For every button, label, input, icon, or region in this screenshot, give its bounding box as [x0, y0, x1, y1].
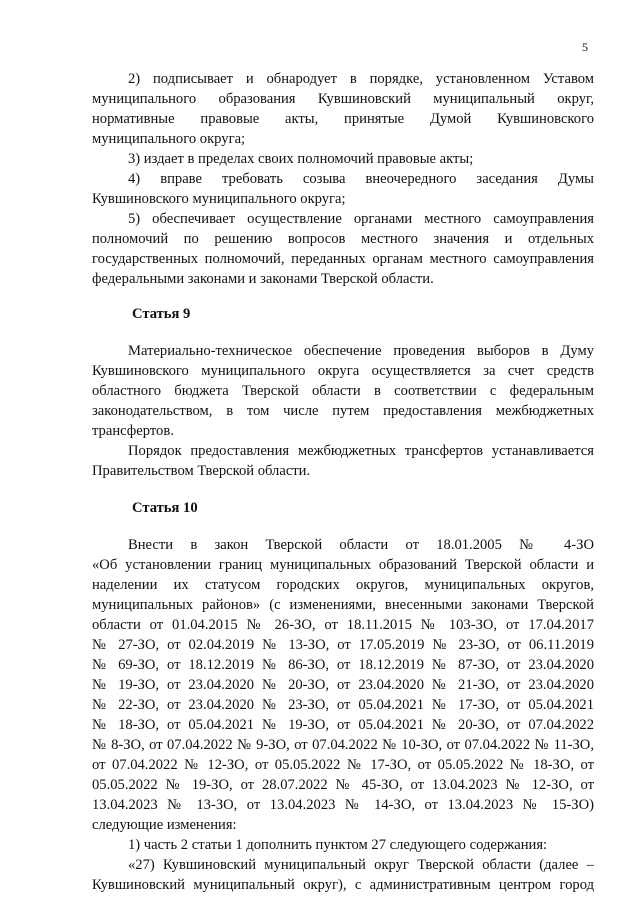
body-line: областного бюджета Тверской области в соответствии с федеральным — [92, 383, 594, 399]
body-line: 4) вправе требовать созыва внеочередного заседания Думы — [128, 171, 594, 187]
body-line: № 27-ЗО, от 02.04.2019 № 13-ЗО, от 17.05.2019 № 23-ЗО, от 06.11.2019 — [92, 637, 594, 653]
body-line: «Об установлении границ муниципальных образований Тверской области и — [92, 557, 594, 573]
body-line: наделении их статусом городских округов, муниципальных округов, — [92, 577, 594, 593]
body-line: муниципального образования Кувшиновский муниципальный округ, — [92, 91, 594, 107]
body-line: Внести в закон Тверской области от 18.01.2005 № 4-ЗО — [128, 537, 594, 553]
body-line: следующие изменения: — [92, 817, 237, 833]
body-line: Кувшиновский муниципальный округ), с административным центром город — [92, 877, 594, 893]
body-line: Порядок предоставления межбюджетных трансфертов устанавливается — [128, 443, 594, 459]
body-line: «27) Кувшиновский муниципальный округ Тверской области (далее – — [128, 857, 594, 873]
body-line: Правительством Тверской области. — [92, 463, 311, 479]
body-line: трансфертов. — [92, 423, 174, 439]
body-line: муниципального округа; — [92, 131, 246, 147]
body-line: области от 01.04.2015 № 26-ЗО, от 18.11.2015 № 103-ЗО, от 17.04.2017 — [92, 617, 594, 633]
page-number: 5 — [582, 40, 588, 54]
body-line: полномочий по решению вопросов местного значения и отдельных — [92, 231, 594, 247]
body-line: № 18-ЗО, от 05.04.2021 № 19-ЗО, от 05.04.2021 № 20-ЗО, от 07.04.2022 — [92, 717, 594, 733]
body-line: нормативные правовые акты, принятые Думой Кувшиновского — [92, 111, 594, 127]
body-line: 1) часть 2 статьи 1 дополнить пунктом 27 следующего содержания: — [128, 837, 548, 853]
body-line: 3) издает в пределах своих полномочий правовые акты; — [128, 151, 474, 167]
body-line: 05.05.2022 № 19-ЗО, от 28.07.2022 № 45-ЗО, от 13.04.2023 № 12-ЗО, от — [92, 777, 594, 793]
body-line: 5) обеспечивает осуществление органами местного самоуправления — [128, 211, 594, 227]
body-line: № 19-ЗО, от 23.04.2020 № 20-ЗО, от 23.04.2020 № 21-ЗО, от 23.04.2020 — [92, 677, 594, 693]
body-line: № 22-ЗО, от 23.04.2020 № 23-ЗО, от 05.04.2021 № 17-ЗО, от 05.04.2021 — [92, 697, 594, 713]
body-line: федеральными законами и законами Тверской области. — [92, 271, 434, 287]
body-line: государственных полномочий, переданных органам местного самоуправления — [92, 251, 594, 267]
article-heading: Статья 9 — [132, 306, 191, 322]
body-line: муниципальных районов» (с изменениями, внесенными законами Тверской — [92, 597, 594, 613]
body-line: Материально-техническое обеспечение проведения выборов в Думу — [128, 343, 594, 359]
body-line: Кувшиновского муниципального округа; — [92, 191, 346, 207]
body-line: от 07.04.2022 № 12-ЗО, от 05.05.2022 № 17-ЗО, от 05.05.2022 № 18-ЗО, от — [92, 757, 594, 773]
body-line: 2) подписывает и обнародует в порядке, установленном Уставом — [128, 71, 594, 87]
article-heading: Статья 10 — [132, 500, 198, 516]
body-line: Кувшиновского муниципального округа осуществляется за счет средств — [92, 363, 594, 379]
body-line: № 69-ЗО, от 18.12.2019 № 86-ЗО, от 18.12.2019 № 87-ЗО, от 23.04.2020 — [92, 657, 594, 673]
body-line: законодательством, в том числе путем предоставления межбюджетных — [92, 403, 594, 419]
body-line: № 8-ЗО, от 07.04.2022 № 9-ЗО, от 07.04.2022 № 10-ЗО, от 07.04.2022 № 11-ЗО, — [92, 737, 594, 753]
body-line: 13.04.2023 № 13-ЗО, от 13.04.2023 № 14-ЗО, от 13.04.2023 № 15-ЗО) — [92, 797, 594, 813]
